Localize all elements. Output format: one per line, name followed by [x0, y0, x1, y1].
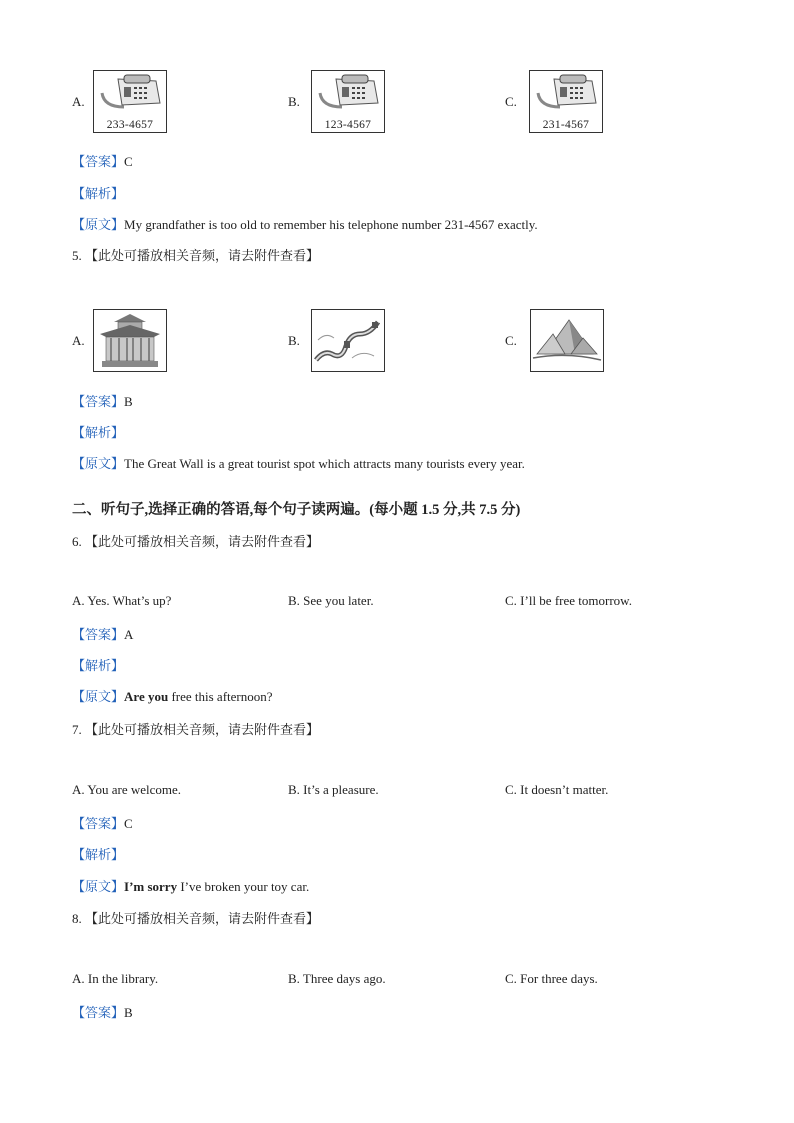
- section2-title: 二、听句子,选择正确的答语,每个句子读两遍。(每小题 1.5 分,共 7.5 分): [72, 502, 521, 518]
- q4-option-c-label: C.: [505, 94, 517, 109]
- answer-value: B: [124, 394, 133, 409]
- script-tag: 【原文】: [72, 456, 125, 471]
- telephone-icon: [530, 71, 602, 117]
- answer-tag: 【答案】: [72, 816, 125, 831]
- q6-option-a: A. Yes. What’s up?: [72, 593, 172, 608]
- answer-tag: 【答案】: [72, 154, 125, 169]
- q5-option-c-image: [530, 309, 604, 372]
- q5-option-a-label: A.: [72, 333, 85, 348]
- great-wall-icon: [312, 310, 384, 371]
- q4-analysis-tag: 【解析】: [72, 186, 125, 201]
- q4-option-b-label: B.: [288, 94, 300, 109]
- phone-number: 123-4567: [324, 119, 372, 131]
- q8-prompt: 8. 【此处可播放相关音频，请去附件查看】: [72, 911, 320, 926]
- answer-value: B: [124, 1005, 133, 1020]
- script-tag: 【原文】: [72, 879, 125, 894]
- q7-script: [72, 876, 309, 895]
- q5-option-b-label: B.: [288, 333, 300, 348]
- q6-option-b: B. See you later.: [288, 593, 374, 608]
- q5-prompt: 5. 【此处可播放相关音频，请去附件查看】: [72, 248, 320, 263]
- answer-tag: 【答案】: [72, 394, 125, 409]
- q7-answer: [72, 813, 133, 832]
- q5-option-c-label: C.: [505, 333, 517, 348]
- q8-answer: [72, 1002, 133, 1021]
- script-text: I’ve broken your toy car.: [177, 879, 310, 894]
- phone-number: 233-4657: [106, 119, 154, 131]
- q4-answer: [72, 151, 133, 170]
- answer-value: C: [124, 154, 133, 169]
- q4-option-c-image: [529, 70, 603, 133]
- script-tag: 【原文】: [72, 689, 125, 704]
- telephone-icon: [94, 71, 166, 117]
- q4-option-a-image: [93, 70, 167, 133]
- q4-script: [72, 214, 538, 233]
- q6-answer: [72, 624, 133, 643]
- q4-option-a-label: A.: [72, 94, 85, 109]
- temple-icon: [94, 310, 166, 371]
- q5-script: [72, 453, 525, 472]
- q6-analysis-tag: 【解析】: [72, 658, 125, 673]
- q7-option-b: B. It’s a pleasure.: [288, 782, 379, 797]
- q6-option-c: C. I’ll be free tomorrow.: [505, 593, 632, 608]
- q8-option-b: B. Three days ago.: [288, 971, 386, 986]
- phone-number: 231-4567: [542, 119, 590, 131]
- telephone-icon: [312, 71, 384, 117]
- q8-option-a: A. In the library.: [72, 971, 159, 986]
- answer-value: C: [124, 816, 133, 831]
- script-tag: 【原文】: [72, 217, 125, 232]
- script-text: free this afternoon?: [168, 689, 273, 704]
- q5-option-b-image: [311, 309, 385, 372]
- q6-script: [72, 686, 273, 705]
- script-text: The Great Wall is a great tourist spot which attracts many tourists every year.: [124, 456, 525, 471]
- script-bold: Are you: [124, 689, 169, 704]
- q7-option-a: A. You are welcome.: [72, 782, 182, 797]
- q7-option-c: C. It doesn’t matter.: [505, 782, 609, 797]
- q5-analysis-tag: 【解析】: [72, 425, 125, 440]
- answer-value: A: [124, 627, 134, 642]
- q4-option-b-image: [311, 70, 385, 133]
- answer-tag: 【答案】: [72, 1005, 125, 1020]
- q8-option-c: C. For three days.: [505, 971, 598, 986]
- answer-tag: 【答案】: [72, 627, 125, 642]
- q6-prompt: 6. 【此处可播放相关音频，请去附件查看】: [72, 534, 320, 549]
- q7-analysis-tag: 【解析】: [72, 847, 125, 862]
- pyramid-icon: [531, 310, 603, 371]
- script-bold: I’m sorry: [124, 879, 178, 894]
- q5-answer: [72, 391, 133, 410]
- q5-option-a-image: [93, 309, 167, 372]
- script-text: My grandfather is too old to remember his telephone number 231-4567 exactly.: [124, 217, 538, 232]
- q7-prompt: 7. 【此处可播放相关音频，请去附件查看】: [72, 722, 320, 737]
